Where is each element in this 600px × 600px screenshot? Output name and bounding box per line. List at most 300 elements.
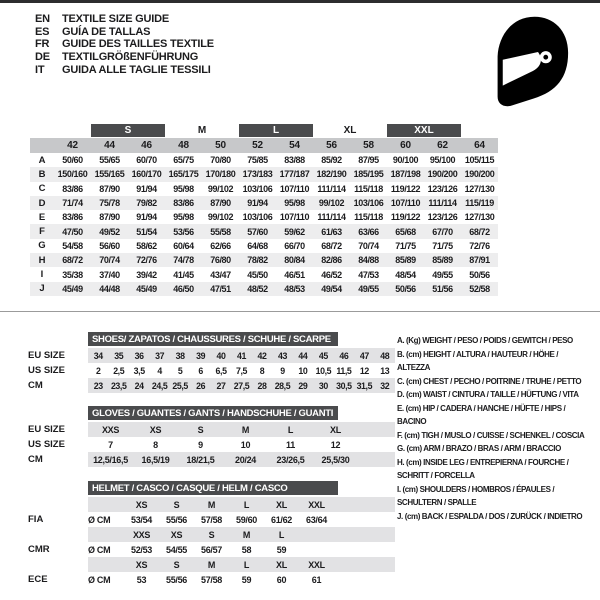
value-cell: 57/58: [200, 574, 223, 585]
size-group-xxl: XXL: [387, 124, 461, 137]
row-label-eu-size: EU SIZE: [28, 424, 65, 435]
measurement-cell: 71/75: [395, 240, 416, 251]
value-cell: 2: [95, 365, 101, 376]
row-label-eu-size: EU SIZE: [28, 350, 65, 361]
legend-item-c: C. (cm) CHEST / PECHO / POITRINE / TRUHE / PETTO: [397, 376, 582, 386]
measurement-cell: 50/56: [395, 283, 416, 294]
value-cell: 25,5: [172, 380, 188, 391]
value-cell: 23/26,5: [276, 454, 305, 465]
gloves-size-table: [28, 406, 398, 467]
measurement-cell: 65/75: [173, 155, 194, 166]
measurement-cell: 190/200: [427, 169, 458, 180]
value-cell: 41: [237, 350, 247, 361]
measurement-cell: 115/118: [354, 183, 383, 194]
value-cell: 6: [198, 365, 203, 376]
value-cell: 52/53: [130, 544, 153, 555]
size-number-62: 62: [437, 140, 448, 151]
measurement-row-h: [30, 253, 498, 267]
row-cells: [88, 348, 395, 363]
measurement-cell: 35/38: [62, 269, 83, 280]
textile-size-table: [30, 124, 498, 296]
row-cells: [88, 452, 395, 467]
gloves-table-header: [88, 406, 338, 420]
table-row: [28, 497, 398, 512]
measurement-cell: 68/72: [321, 240, 342, 251]
value-cell: 35: [114, 350, 124, 361]
value-cell: 29: [298, 380, 308, 391]
value-cell: 7,5: [236, 365, 248, 376]
guide-title-de: TEXTILGRÖßENFÜHRUNG: [62, 51, 199, 64]
row-letter-f: F: [39, 226, 45, 238]
measurement-cell: 170/180: [205, 169, 236, 180]
value-cell: S: [197, 424, 204, 435]
value-cell: 36: [134, 350, 144, 361]
measurement-cell: 64/68: [247, 240, 268, 251]
measurement-legend: [397, 334, 592, 523]
value-cell: 16,5/19: [141, 454, 170, 465]
measurement-cell: 43/47: [210, 269, 231, 280]
shoes-table-header: [88, 332, 338, 346]
row-cells: [88, 512, 395, 527]
measurement-cell: 46/52: [321, 269, 342, 280]
helmet-size-table: [28, 481, 398, 587]
measurement-cell: 49/52: [99, 226, 120, 237]
language-code-es: ES: [35, 25, 50, 38]
value-cell: XL: [330, 424, 341, 435]
measurement-cell: 107/110: [390, 198, 421, 209]
size-number-64: 64: [474, 140, 485, 151]
value-cell: 43: [277, 350, 287, 361]
measurement-row-d: [30, 196, 498, 210]
measurement-cell: 83/86: [173, 198, 194, 209]
language-title-list: [35, 13, 214, 76]
measurement-cell: 85/89: [432, 255, 453, 266]
measurement-cell: 83/86: [62, 212, 83, 223]
size-number-42: 42: [67, 140, 78, 151]
value-cell: 59/60: [235, 514, 258, 525]
measurement-cell: 70/80: [210, 155, 231, 166]
measurement-cell: 115/118: [354, 212, 383, 223]
measurement-cell: 107/110: [279, 183, 310, 194]
guide-title-fr: GUIDE DES TAILLES TEXTILE: [62, 38, 214, 51]
measurement-cell: 53/56: [173, 226, 194, 237]
measurement-cell: 87/91: [469, 255, 490, 266]
measurement-cell: 82/86: [321, 255, 342, 266]
value-cell: S: [208, 529, 215, 540]
shoes-size-table: [28, 332, 398, 393]
value-cell: 12: [330, 439, 341, 450]
measurement-cell: 165/175: [168, 169, 199, 180]
table-row-ece: [28, 572, 398, 587]
gloves-table-title: GLOVES / GUANTES / GANTS / HANDSCHUHE / GUANTI: [92, 407, 334, 419]
measurement-cell: 90/100: [392, 155, 419, 166]
language-row: [35, 26, 214, 39]
value-cell: 38: [175, 350, 185, 361]
measurement-cell: 75/85: [247, 155, 268, 166]
legend-item-i: I. (cm) SHOULDERS / HOMBROS / ÉPAULES / SCHULTERN / SPALLE: [397, 484, 555, 507]
measurement-cell: 123/126: [427, 183, 458, 194]
row-letter-c: C: [38, 183, 46, 195]
measurement-cell: 72/76: [136, 255, 157, 266]
size-group-xl: XL: [343, 125, 357, 136]
value-cell: 9: [198, 439, 203, 450]
shoes-table-title: SHOES/ ZAPATOS / CHAUSSURES / SCHUHE / SCARPE: [92, 333, 331, 345]
value-cell: 37: [155, 350, 165, 361]
size-number-60: 60: [400, 140, 411, 151]
measurement-cell: 185/195: [353, 169, 384, 180]
legend-item-a: A. (Kg) WEIGHT / PESO / POIDS / GEWITCH / PESO: [397, 336, 573, 345]
helmet-table-title: HELMET / CASCO / CASQUE / HELM / CASCO: [92, 482, 288, 494]
value-cell: 30,5: [336, 380, 352, 391]
legend-item-h: H. (cm) INSIDE LEG / ENTREPIERNA / FOURCHE / SCHRITT / FORCELLA: [397, 457, 569, 480]
value-cell: XS: [149, 424, 162, 435]
value-cell: 13: [380, 365, 390, 376]
size-number-50: 50: [215, 140, 226, 151]
value-cell: XXS: [101, 424, 120, 435]
measurement-cell: 103/106: [353, 198, 384, 209]
measurement-cell: 91/94: [136, 212, 157, 223]
value-cell: 12,5/16,5: [93, 454, 128, 465]
measurement-cell: 45/49: [136, 283, 157, 294]
measurement-row-g: [30, 239, 498, 253]
measurement-cell: 48/54: [395, 269, 416, 280]
legend-item-j: J. (cm) BACK / ESPALDA / DOS / ZURÜCK / INDIETRO: [397, 511, 583, 521]
value-cell: 60: [276, 574, 287, 585]
size-number-row-spacer: [30, 138, 54, 153]
measurement-cell: 103/106: [242, 183, 273, 194]
measurement-cell: 83/88: [284, 155, 305, 166]
row-letter-h: H: [38, 254, 46, 266]
measurement-cell: 71/74: [62, 198, 83, 209]
measurement-cell: 91/94: [247, 198, 268, 209]
measurement-cell: 182/190: [316, 169, 347, 180]
value-cell: 48: [380, 350, 390, 361]
table-row: [28, 557, 398, 572]
legend-item-e: E. (cm) HIP / CADERA / HANCHE / HÜFTE / HIPS / BACINO: [397, 403, 566, 426]
table-row-cmr: [28, 542, 398, 557]
measurement-cell: 95/98: [173, 183, 194, 194]
value-cell: L: [243, 559, 250, 570]
row-cells: [88, 422, 395, 437]
value-cell: 54/55: [165, 544, 188, 555]
measurement-cell: 111/114: [317, 212, 346, 223]
value-cell: 18/21,5: [186, 454, 215, 465]
guide-title-es: GUÍA DE TALLAS: [62, 25, 151, 38]
row-letter-e: E: [38, 211, 46, 223]
measurement-cell: 85/89: [395, 255, 416, 266]
measurement-cell: 65/68: [395, 226, 416, 237]
measurement-cell: 99/102: [207, 183, 234, 194]
measurement-cell: 47/53: [358, 269, 379, 280]
language-row: [35, 51, 214, 64]
guide-title-it: GUIDA ALLE TAGLIE TESSILI: [62, 63, 211, 76]
value-cell: L: [243, 499, 250, 510]
group-row-spacer-end: [461, 124, 498, 137]
value-cell: 4: [157, 365, 162, 376]
measurement-cell: 70/74: [99, 255, 120, 266]
value-cell: 28,5: [274, 380, 291, 391]
measurement-cell: 99/102: [318, 198, 345, 209]
table-row-us-size: [28, 437, 398, 452]
row-letter-b: B: [38, 168, 46, 180]
value-cell: 42: [257, 350, 267, 361]
value-cell: XL: [276, 499, 287, 510]
value-cell: 53: [136, 574, 147, 585]
measurement-cell: 123/126: [427, 212, 458, 223]
value-cell: XXL: [308, 499, 325, 510]
measurement-cell: 45/49: [62, 283, 83, 294]
language-code-it: IT: [35, 63, 45, 76]
measurement-cell: 187/198: [390, 169, 421, 180]
row-label-fia: FIA: [28, 514, 44, 525]
measurement-cell: 68/72: [62, 255, 83, 266]
measurement-cell: 66/70: [284, 240, 305, 251]
row-letter-i: I: [40, 269, 44, 281]
measurement-cell: 190/200: [464, 169, 495, 180]
row-cells: [88, 527, 395, 542]
measurement-row-i: [30, 267, 498, 281]
group-row-spacer: [30, 124, 91, 137]
value-cell: 26: [196, 380, 206, 391]
measurement-cell: 60/64: [173, 240, 194, 251]
measurement-cell: 49/54: [321, 283, 342, 294]
measurement-cell: 74/78: [173, 255, 194, 266]
table-row-cm: [28, 378, 398, 393]
value-cell: 2,5: [113, 365, 125, 376]
value-cell: 28: [257, 380, 267, 391]
value-cell: 44: [298, 350, 308, 361]
row-cells: [88, 497, 395, 512]
size-group-l: L: [239, 124, 313, 137]
size-number-46: 46: [141, 140, 152, 151]
value-cell: XS: [135, 559, 148, 570]
value-cell: M: [207, 559, 216, 570]
row-label-us-size: US SIZE: [28, 365, 65, 376]
value-cell: XXS: [132, 529, 151, 540]
table-row-eu-size: [28, 422, 398, 437]
measurement-cell: 48/53: [284, 283, 305, 294]
value-cell: 10,5: [315, 365, 332, 376]
language-code-de: DE: [35, 51, 50, 64]
row-cells: [88, 378, 395, 393]
value-cell: 55/56: [165, 574, 188, 585]
measurement-cell: 70/74: [358, 240, 379, 251]
value-cell: S: [173, 559, 180, 570]
row-label-cm: CM: [28, 380, 43, 391]
measurement-cell: 51/54: [136, 226, 157, 237]
measurement-cell: 55/58: [210, 226, 231, 237]
value-cell: 10: [298, 365, 308, 376]
helmet-table-rows: [28, 497, 398, 587]
helmet-icon: [489, 13, 575, 110]
measurement-cell: 119/122: [390, 212, 421, 223]
value-cell: 47: [359, 350, 369, 361]
measurement-cell: 76/80: [210, 255, 231, 266]
table-row-eu-size: [28, 348, 398, 363]
language-code-fr: FR: [35, 38, 50, 51]
size-number-48: 48: [178, 140, 189, 151]
value-cell: 32: [380, 380, 390, 391]
value-cell: 8: [153, 439, 158, 450]
value-cell: 61/62: [270, 514, 293, 525]
row-letter-d: D: [38, 197, 46, 209]
size-number-58: 58: [363, 140, 374, 151]
measurement-cell: 49/55: [432, 269, 453, 280]
measurement-cell: 55/65: [99, 155, 120, 166]
measurement-cell: 83/86: [62, 183, 83, 194]
measurement-cell: 49/55: [358, 283, 379, 294]
measurement-cell: 91/94: [136, 183, 157, 194]
measurement-cell: 95/98: [284, 198, 305, 209]
size-group-row: [30, 124, 498, 137]
value-cell: 10: [240, 439, 251, 450]
value-cell: XS: [170, 529, 183, 540]
value-cell: 27: [216, 380, 226, 391]
measurement-cell: 78/82: [247, 255, 268, 266]
measurement-cell: 95/98: [173, 212, 194, 223]
measurement-cell: 155/165: [94, 169, 125, 180]
row-cells: [88, 437, 395, 452]
measurement-cell: 105/115: [464, 155, 495, 166]
row-cells: [88, 542, 395, 557]
table-row: [28, 527, 398, 542]
legend-item-f: F. (cm) TIGH / MUSLO / CUISSE / SCHENKEL / COSCIA: [397, 430, 585, 440]
value-cell: 61: [311, 574, 322, 585]
value-cell: 59: [276, 544, 287, 555]
value-cell: 3,5: [133, 365, 145, 376]
row-letter-j: J: [39, 283, 45, 295]
value-cell: 39: [196, 350, 206, 361]
measurement-cell: 60/70: [136, 155, 157, 166]
helmet-table-header: [88, 481, 338, 495]
measurement-row-a: [30, 153, 498, 167]
measurement-cell: 71/75: [432, 240, 453, 251]
value-cell: 5: [177, 365, 183, 376]
measurement-cell: 41/45: [173, 269, 194, 280]
value-cell: 59: [241, 574, 252, 585]
size-number-56: 56: [326, 140, 337, 151]
value-cell: 58: [241, 544, 252, 555]
measurement-cell: 107/110: [279, 212, 310, 223]
guide-title-en: TEXTILE SIZE GUIDE: [62, 13, 170, 26]
diameter-unit-cell: Ø CM: [88, 574, 111, 585]
measurement-cell: 57/60: [247, 226, 268, 237]
measurement-cell: 173/183: [242, 169, 273, 180]
value-cell: XXL: [308, 559, 325, 570]
measurement-row-b: [30, 167, 498, 181]
value-cell: L: [287, 424, 294, 435]
legend-item-d: D. (cm) WAIST / CINTURA / TAILLE / HÜFTUNG / VITA: [397, 390, 579, 399]
size-group-s: S: [91, 124, 165, 137]
size-number-52: 52: [252, 140, 263, 151]
value-cell: 53/54: [130, 514, 153, 525]
value-cell: 24: [134, 380, 144, 391]
legend-item-b: B. (cm) HEIGHT / ALTURA / HAUTEUR / HÖHE / ALTEZZA: [397, 349, 559, 372]
top-border-line: [0, 0, 600, 3]
value-cell: 55/56: [165, 514, 188, 525]
measurement-cell: 61/63: [321, 226, 342, 237]
measurement-cell: 103/106: [242, 212, 273, 223]
measurement-row-c: [30, 182, 498, 196]
value-cell: 23: [93, 380, 103, 391]
row-label-spacer: [28, 497, 88, 512]
measurement-cell: 52/58: [469, 283, 490, 294]
measurement-cell: 160/170: [131, 169, 162, 180]
measurement-cell: 79/82: [136, 198, 157, 209]
language-row: [35, 13, 214, 26]
measurement-cell: 75/78: [99, 198, 120, 209]
row-cells: [88, 572, 395, 587]
table-row-fia: [28, 512, 398, 527]
value-cell: 40: [216, 350, 226, 361]
value-cell: 23,5: [110, 380, 127, 391]
measurement-cell: 45/50: [247, 269, 268, 280]
section-divider-line: [0, 311, 600, 312]
measurement-cell: 51/56: [432, 283, 453, 294]
measurement-cell: 67/70: [432, 226, 453, 237]
row-cells: [88, 363, 395, 378]
measurement-cell: 59/62: [284, 226, 305, 237]
measurement-cell: 37/40: [99, 269, 120, 280]
value-cell: XL: [276, 559, 287, 570]
value-cell: 9: [280, 365, 285, 376]
measurement-cell: 47/51: [210, 283, 231, 294]
row-label-cm: CM: [28, 454, 43, 465]
measurement-cell: 119/122: [390, 183, 421, 194]
measurement-cell: 50/56: [469, 269, 490, 280]
row-label-spacer: [28, 527, 88, 542]
language-row: [35, 63, 214, 76]
value-cell: M: [207, 499, 216, 510]
measurement-cell: 111/114: [428, 198, 457, 209]
measurement-row-f: [30, 224, 498, 238]
measurement-cell: 63/66: [358, 226, 379, 237]
value-cell: 31,5: [356, 380, 373, 391]
value-cell: 7: [108, 439, 113, 450]
row-cells: [88, 557, 395, 572]
measurement-cell: 80/84: [284, 255, 305, 266]
value-cell: 8: [259, 365, 265, 376]
value-cell: 63/64: [305, 514, 328, 525]
measurement-cell: 99/102: [207, 212, 234, 223]
diameter-unit-cell: Ø CM: [88, 544, 111, 555]
measurement-cell: 56/60: [99, 240, 120, 251]
gloves-table-rows: [28, 422, 398, 467]
measurement-cell: 44/48: [99, 283, 120, 294]
value-cell: XS: [135, 499, 148, 510]
value-cell: M: [241, 424, 250, 435]
language-row: [35, 38, 214, 51]
measurement-cell: 72/76: [469, 240, 490, 251]
shoes-table-rows: [28, 348, 398, 393]
measurement-row-j: [30, 282, 498, 296]
value-cell: 25,5/30: [321, 454, 350, 465]
measurement-cell: 127/130: [464, 212, 495, 223]
measurement-cell: 85/92: [321, 155, 342, 166]
row-label-ece: ECE: [28, 574, 48, 585]
size-group-m: M: [197, 125, 207, 136]
measurement-cell: 39/42: [136, 269, 157, 280]
measurement-cell: 58/62: [136, 240, 157, 251]
value-cell: 20/24: [234, 454, 257, 465]
row-letter-a: A: [38, 154, 46, 166]
measurement-cell: 150/160: [57, 169, 88, 180]
value-cell: 27,5: [233, 380, 250, 391]
measurement-cell: 95/100: [429, 155, 456, 166]
row-letter-g: G: [38, 240, 46, 252]
value-cell: 56/57: [200, 544, 223, 555]
measurement-cell: 87/90: [99, 212, 120, 223]
